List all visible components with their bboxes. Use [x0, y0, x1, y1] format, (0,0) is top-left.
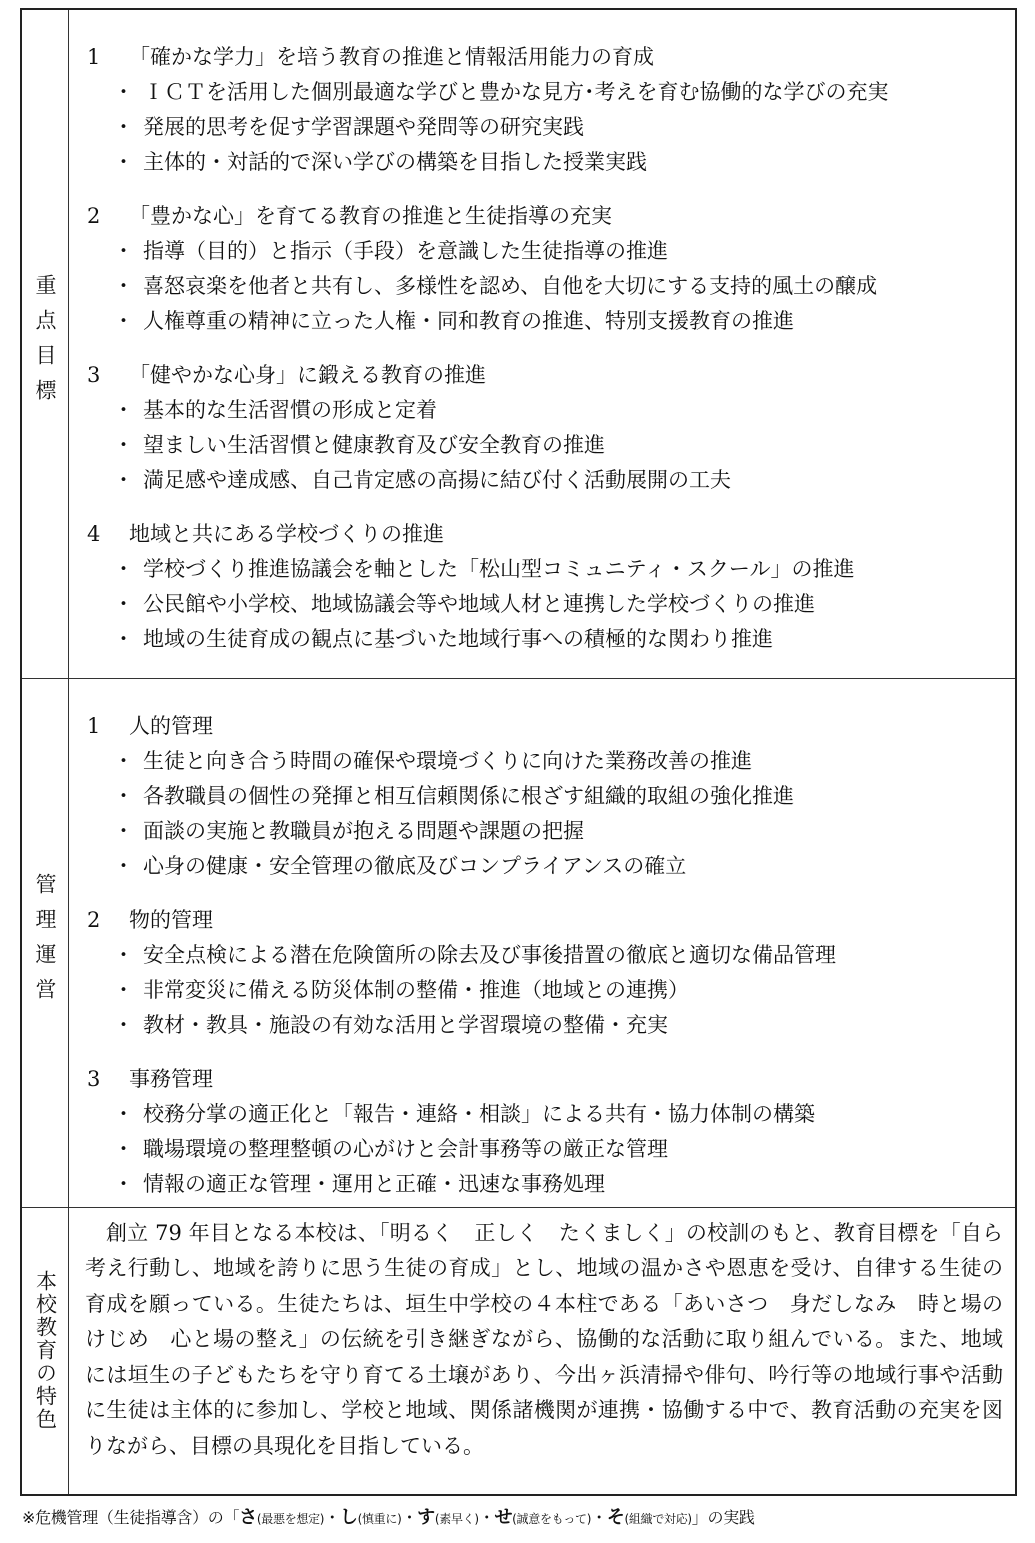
list-item-text: 職場環境の整理整頓の心がけと会計事務等の厳正な管理: [143, 1137, 668, 1162]
footnote-suffix: 」の実践: [691, 1508, 755, 1527]
section-number: 2: [87, 908, 101, 933]
section-title-text: 「健やかな心身」に鍛える教育の推進: [129, 363, 486, 387]
goals-row: [22, 10, 1015, 679]
list-item-text: 喜怒哀楽を他者と共有し、多様性を認め、自他を大切にする支持的風土の醸成: [143, 274, 878, 298]
footnote-prefix: ※危機管理（生徒指導含）の「: [22, 1508, 240, 1527]
section-goals-1: [87, 40, 1005, 180]
list-item: [87, 463, 1005, 498]
section-title-text: 人的管理: [129, 714, 213, 739]
bullet: ・: [113, 943, 134, 968]
list-item-text: ＩＣＴを活用した個別最適な学びと豊かな見方･考えを育む協働的な学びの充実: [143, 80, 889, 104]
bullet: ・: [113, 1013, 134, 1038]
bullet: ・: [113, 819, 134, 844]
list-item-text: 情報の適正な管理・運用と正確・迅速な事務処理: [143, 1172, 605, 1197]
list-item-text: 発展的思考を促す学習課題や発問等の研究実践: [143, 115, 584, 139]
section-goals-4: [87, 517, 1005, 657]
bullet: ・: [113, 80, 134, 104]
features-label: 本校教育の特色: [33, 1270, 58, 1432]
section-management-1: [87, 709, 1005, 884]
list-item-text: 非常変災に備える防災体制の整備・推進（地域との連携）: [143, 978, 689, 1003]
section-number: 1: [87, 45, 101, 69]
list-item: [87, 1167, 1005, 1202]
list-item: [87, 428, 1005, 463]
list-item-text: 教材・教具・施設の有効な活用と学習環境の整備・充実: [143, 1013, 668, 1038]
footnote-note: (組織で対応): [624, 1512, 692, 1526]
list-item-text: 主体的・対話的で深い学びの構築を目指した授業実践: [143, 150, 647, 174]
list-item-text: 満足感や達成感、自己肯定感の高揚に結び付く活動展開の工夫: [143, 468, 731, 492]
list-item: [87, 779, 1005, 814]
bullet: ・: [113, 239, 134, 263]
section-title-text: 「確かな学力」を培う教育の推進と情報活用能力の育成: [129, 45, 654, 69]
list-item: [87, 938, 1005, 973]
section-management-3: [87, 1062, 1005, 1202]
features-row: [22, 1208, 1015, 1494]
list-item: [87, 1132, 1005, 1167]
section-title-text: 事務管理: [129, 1067, 213, 1092]
management-label: 管理運営: [33, 872, 57, 1013]
bullet: ・: [113, 1102, 134, 1127]
list-item: [87, 234, 1005, 269]
bullet: ・: [113, 433, 134, 457]
bullet: ・: [113, 854, 134, 879]
section-gap: [87, 339, 1005, 358]
footnote-separator: ・: [591, 1508, 607, 1527]
list-item: [87, 552, 1005, 587]
list-item-text: 各教職員の個性の発揮と相互信頼関係に根ざす組織的取組の強化推進: [143, 784, 794, 809]
section-number: 3: [87, 363, 101, 387]
list-item-text: 公民館や小学校、地域協議会等や地域人材と連携した学校づくりの推進: [143, 592, 815, 616]
section-title: [87, 199, 1005, 234]
bullet: ・: [113, 627, 134, 651]
section-title: [87, 358, 1005, 393]
footnote-separator: ・: [401, 1508, 418, 1527]
section-gap: [87, 884, 1005, 903]
footnote-kana: せ: [494, 1507, 513, 1528]
section-management-2: [87, 903, 1005, 1043]
list-item: [87, 1008, 1005, 1043]
bullet: ・: [113, 150, 134, 174]
bullet: ・: [113, 398, 134, 422]
bullet: ・: [113, 749, 134, 774]
section-title-text: 物的管理: [129, 908, 213, 933]
list-item-text: 生徒と向き合う時間の確保や環境づくりに向けた業務改善の推進: [143, 749, 752, 774]
list-item: [87, 622, 1005, 657]
list-item: [87, 393, 1005, 428]
list-item-text: 基本的な生活習慣の形成と定着: [143, 398, 437, 422]
list-item: [87, 269, 1005, 304]
list-item: [87, 744, 1005, 779]
section-gap: [87, 1043, 1005, 1062]
goals-content: [69, 10, 1015, 678]
section-title: [87, 40, 1005, 75]
list-item: [87, 1097, 1005, 1132]
list-item: [87, 973, 1005, 1008]
list-item: [87, 145, 1005, 180]
management-content: [69, 679, 1015, 1207]
section-number: 4: [87, 522, 101, 546]
list-item-text: 地域の生徒育成の観点に基づいた地域行事への積極的な関わり推進: [143, 627, 773, 651]
list-item-text: 面談の実施と教職員が抱える問題や課題の把握: [143, 819, 584, 844]
list-item-text: 校務分掌の適正化と「報告・連絡・相談」による共有・協力体制の構築: [143, 1102, 815, 1127]
footnote-separator: ・: [478, 1508, 495, 1527]
bullet: ・: [113, 309, 134, 333]
list-item-text: 指導（目的）と指示（手段）を意識した生徒指導の推進: [143, 239, 668, 263]
list-item-text: 学校づくり推進協議会を軸とした「松山型コミュニティ・スクール」の推進: [143, 557, 855, 581]
section-title-text: 「豊かな心」を育てる教育の推進と生徒指導の充実: [129, 204, 612, 228]
footnote-note: (慎重に): [357, 1512, 402, 1526]
bullet: ・: [113, 1172, 134, 1197]
goals-label: 重点目標: [33, 274, 57, 415]
section-goals-2: [87, 199, 1005, 339]
footnote-kana: そ: [606, 1507, 625, 1528]
goals-label-cell: [22, 10, 69, 678]
section-title: [87, 709, 1005, 744]
section-gap: [87, 180, 1005, 199]
list-item-text: 心身の健康・安全管理の徹底及びコンプライアンスの確立: [143, 854, 687, 879]
bullet: ・: [113, 978, 134, 1003]
section-gap: [87, 498, 1005, 517]
footnote-kana: さ: [239, 1507, 257, 1528]
section-title: [87, 903, 1005, 938]
bullet: ・: [113, 468, 134, 492]
list-item: [87, 849, 1005, 884]
section-number: 1: [87, 714, 101, 739]
section-goals-3: [87, 358, 1005, 498]
section-title: [87, 517, 1005, 552]
bullet: ・: [113, 274, 134, 298]
bullet: ・: [113, 557, 134, 581]
list-item: [87, 814, 1005, 849]
list-item: [87, 75, 1005, 110]
features-text: 創立 79 年目となる本校は、「明るく 正しく たくましく」の校訓のもと、教育目標を「自ら考え行動し、地域を誇りに思う生徒の育成」とし、地域の温かさや恩恵を受け、自律する生徒の育成を願っている。生徒たちは、垣生中学校の４本柱である「あいさつ 身だしなみ 時と場のけじめ 心と場の整え」の伝統を引き継ぎながら、協働的な活動に取り組んでいる。また、地域には垣生の子どもたちを守り育てる土壌があり、今出ヶ浜清掃や俳句、吟行等の地域行事や活動に生徒は主体的に参加し、学校と地域、関係諸機関が連携・協働する中で、教育活動の充実を図りながら、目標の具現化を目指している。: [85, 1220, 1003, 1458]
bullet: ・: [113, 784, 134, 809]
section-title-text: 地域と共にある学校づくりの推進: [129, 522, 444, 546]
bullet: ・: [113, 592, 134, 616]
features-label-cell: [22, 1208, 69, 1494]
footnote-note: (誠意をもって): [512, 1512, 592, 1526]
management-row: [22, 679, 1015, 1208]
features-content: [69, 1208, 1015, 1494]
footnote-note: (素早く): [434, 1512, 479, 1526]
footnote-note: (最悪を想定): [256, 1512, 325, 1526]
bullet: ・: [113, 1137, 134, 1162]
footnote-kana: し: [339, 1507, 358, 1528]
list-item-text: 望ましい生活習慣と健康教育及び安全教育の推進: [143, 433, 605, 457]
school-plan-table: [20, 8, 1017, 1496]
bullet: ・: [113, 115, 134, 139]
list-item: [87, 110, 1005, 145]
section-number: 2: [87, 204, 101, 228]
footnote-separator: ・: [324, 1508, 340, 1527]
footnote: [22, 1503, 1022, 1529]
section-title: [87, 1062, 1005, 1097]
list-item: [87, 587, 1005, 622]
list-item: [87, 304, 1005, 339]
footnote-kana: す: [417, 1507, 435, 1528]
management-label-cell: [22, 679, 69, 1207]
list-item-text: 安全点検による潜在危険箇所の除去及び事後措置の徹底と適切な備品管理: [143, 943, 836, 968]
section-number: 3: [87, 1067, 101, 1092]
list-item-text: 人権尊重の精神に立った人権・同和教育の推進、特別支援教育の推進: [143, 309, 794, 333]
